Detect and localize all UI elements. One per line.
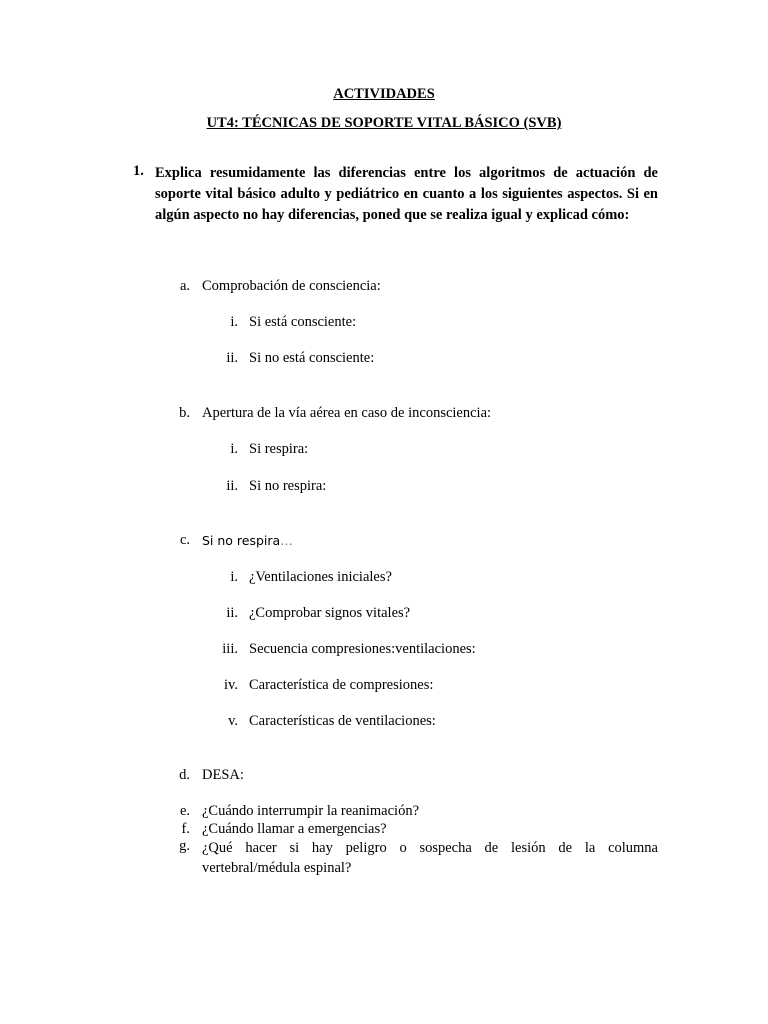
section-g-marker: g. (179, 838, 190, 854)
section-a-marker: a. (179, 278, 190, 294)
section-a-item-2-marker: ii. (226, 350, 238, 366)
section-d-marker: d. (179, 767, 190, 783)
section-c-item-1-marker: i. (230, 569, 238, 585)
section-c-item-4-label: Característica de compresiones: (249, 677, 434, 693)
section-c-item-2-marker: ii. (226, 605, 238, 621)
section-a-label: Comprobación de consciencia: (202, 278, 381, 294)
question-text: Explica resumidamente las diferencias entre los algoritmos de actuación de soporte vital básico adulto y pediátrico en cuanto a los siguientes aspectos. Si en algún aspecto no hay diferencias, poned que se realiza igual y explicad cómo: (155, 165, 658, 223)
section-a-item-2-label: Si no está consciente: (249, 350, 375, 366)
section-c-item-3-label: Secuencia compresiones:ventilaciones: (249, 641, 476, 657)
section-c-item-5-label: Características de ventilaciones: (249, 713, 436, 729)
ellipsis: … (280, 533, 293, 548)
section-c-item-5-marker: v. (228, 713, 238, 729)
section-e-label: ¿Cuándo interrumpir la reanimación? (202, 803, 420, 819)
section-c-item-1-label: ¿Ventilaciones iniciales? (249, 569, 392, 585)
section-c-item-2-label: ¿Comprobar signos vitales? (249, 605, 411, 621)
section-f-marker: f. (181, 821, 190, 837)
section-b-label: Apertura de la vía aérea en caso de inconsciencia: (202, 405, 492, 421)
section-f-label: ¿Cuándo llamar a emergencias? (202, 821, 387, 837)
section-d-label: DESA: (202, 767, 244, 783)
section-b-item-2-label: Si no respira: (249, 478, 327, 494)
section-b-item-1-marker: i. (230, 441, 238, 457)
section-a-item-1-label: Si está consciente: (249, 314, 357, 330)
section-b-item-1-label: Si respira: (249, 441, 309, 457)
section-e-marker: e. (179, 803, 190, 819)
page-subtitle: UT4: TÉCNICAS DE SOPORTE VITAL BÁSICO (SVB) (206, 115, 562, 131)
section-c-item-3-marker: iii. (222, 641, 238, 657)
section-b-marker: b. (179, 405, 190, 421)
section-b-item-2-marker: ii. (226, 478, 238, 494)
section-c-marker: c. (179, 532, 190, 548)
section-g-label: ¿Qué hacer si hay peligro o sospecha de lesión de la columna vertebral/médula espinal? (202, 840, 658, 876)
section-a-item-1-marker: i. (230, 314, 238, 330)
question-number: 1. (133, 163, 144, 179)
page-title: ACTIVIDADES (333, 86, 435, 102)
section-c-item-4-marker: iv. (224, 677, 238, 693)
section-c-label: Si no respira… (202, 533, 293, 548)
